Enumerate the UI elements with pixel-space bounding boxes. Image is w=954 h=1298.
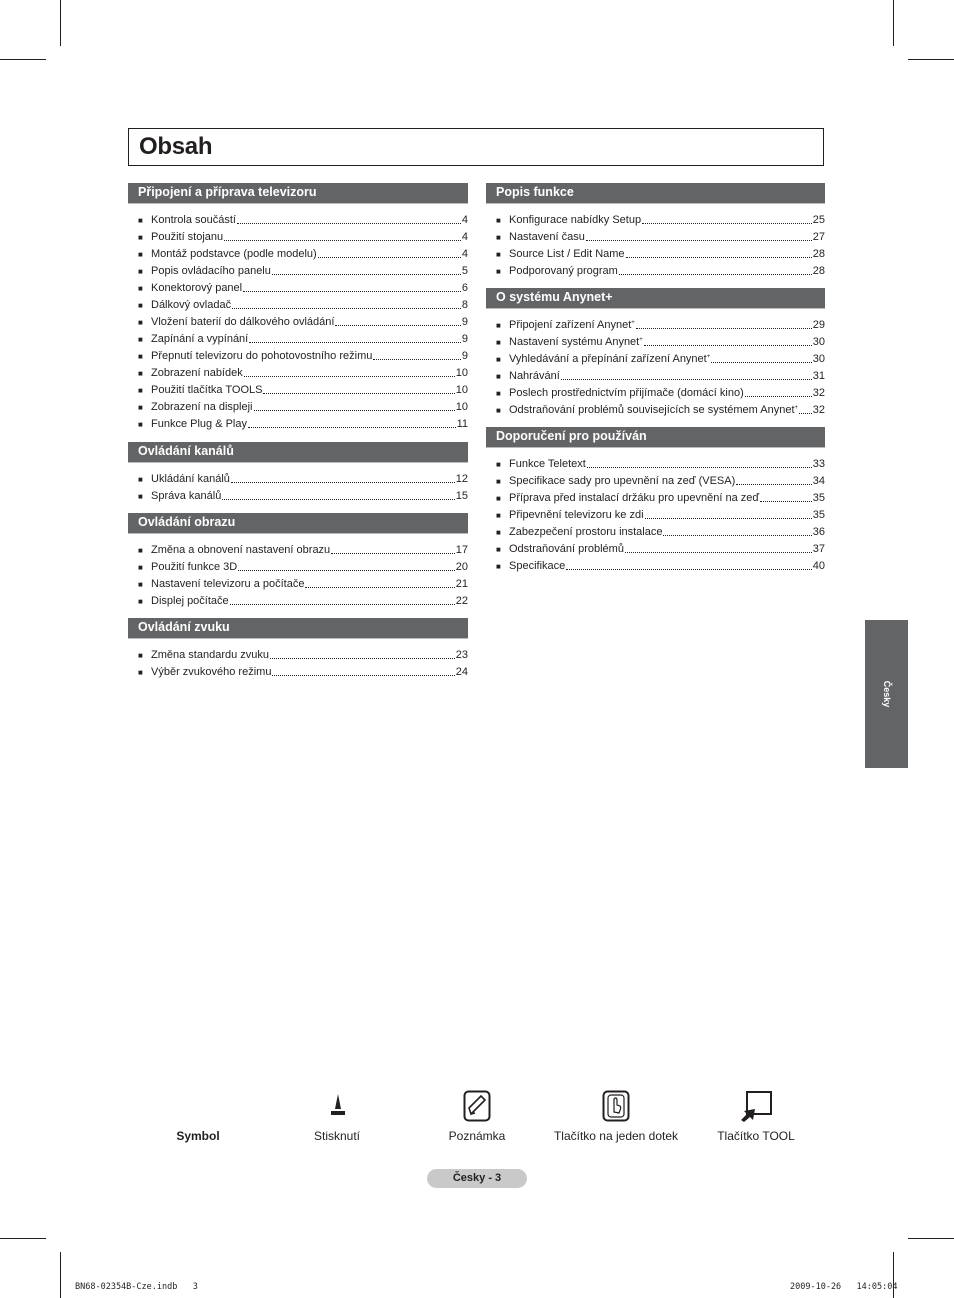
- toc-entry-page: 9: [461, 316, 468, 328]
- toc-entry-label: [151, 248, 317, 261]
- dot-leader: [331, 552, 455, 554]
- language-side-tab: [865, 620, 908, 768]
- toc-entry: [128, 574, 468, 591]
- toc-entry-label-text: Odstraňování problémů: [509, 543, 624, 555]
- toc-entry-page: 12: [455, 473, 468, 485]
- dot-leader: [711, 361, 812, 363]
- dot-leader: [272, 273, 461, 275]
- toc-entry-label: [509, 526, 662, 539]
- toc-entry-label-text: Funkce Teletext: [509, 458, 586, 470]
- toc-entry: [486, 261, 825, 278]
- toc-entry-page: 34: [812, 475, 825, 487]
- toc-entry-label-text: Displej počítače: [151, 595, 229, 607]
- dot-leader: [663, 534, 811, 536]
- toc-entry-label: [509, 265, 618, 278]
- print-file-info: BN68-02354B-Cze.indb 3: [75, 1282, 198, 1292]
- dot-leader: [373, 358, 461, 360]
- toc-entry-label: [509, 319, 635, 332]
- square-bullet-icon: ■: [138, 352, 143, 361]
- toc-entry-label-text: Nastavení systému Anynet: [509, 336, 640, 348]
- toc-entry-page: 35: [812, 509, 825, 521]
- toc-entry: [128, 295, 468, 312]
- tool-button-icon: [739, 1090, 773, 1122]
- dot-leader: [745, 395, 812, 397]
- toc-entry-label-text: Změna a obnovení nastavení obrazu: [151, 544, 331, 556]
- toc-entry-page: 11: [456, 418, 468, 430]
- dot-leader: [586, 239, 812, 241]
- section-heading: Ovládání kanálů: [128, 442, 468, 463]
- toc-entry: [128, 397, 468, 414]
- dot-leader: [799, 412, 812, 414]
- square-bullet-icon: ■: [138, 369, 143, 378]
- dot-leader: [566, 568, 811, 570]
- dot-leader: [270, 657, 455, 659]
- section-heading: Připojení a příprava televizoru: [128, 183, 468, 204]
- toc-entry-label: [151, 231, 223, 244]
- toc-entry-label: [151, 265, 271, 278]
- toc-entry-label: [151, 367, 243, 380]
- toc-entry-label: [151, 561, 237, 574]
- square-bullet-icon: ■: [138, 597, 143, 606]
- toc-entry-label: [509, 248, 625, 261]
- toc-entry: [486, 349, 825, 366]
- toc-entry-label: [509, 370, 560, 383]
- toc-entry-page: 23: [455, 649, 468, 661]
- square-bullet-icon: ■: [496, 389, 501, 398]
- toc-entry: [128, 645, 468, 662]
- note-icon: [463, 1090, 491, 1122]
- toc-entry-label-text: Nastavení televizoru a počítače: [151, 578, 305, 590]
- toc-entry-label-text: Správa kanálů: [151, 490, 222, 502]
- toc-entry-page: 35: [812, 492, 825, 504]
- toc-entry-label-text: Dálkový ovladač: [151, 299, 232, 311]
- section-heading: O systému Anynet+: [486, 288, 825, 309]
- square-bullet-icon: ■: [496, 477, 501, 486]
- toc-entry-page: 9: [461, 333, 468, 345]
- toc-entry-page: 10: [455, 384, 468, 396]
- toc-entry-label-text: Vložení baterií do dálkového ovládání: [151, 316, 335, 328]
- toc-entry: [128, 312, 468, 329]
- square-bullet-icon: ■: [138, 651, 143, 660]
- dot-leader: [222, 498, 454, 500]
- toc-entry-page: 4: [461, 248, 468, 260]
- square-bullet-icon: ■: [138, 563, 143, 572]
- toc-entry-page: 17: [455, 544, 468, 556]
- toc-list: [128, 204, 468, 431]
- toc-entry: [128, 591, 468, 608]
- toc-entry-label: [509, 387, 744, 400]
- dot-leader: [224, 239, 461, 241]
- toc-entry-label-text: Podporovaný program: [509, 265, 618, 277]
- dot-leader: [587, 466, 812, 468]
- toc-entry-page: 28: [812, 265, 825, 277]
- toc-entry-label-text: Připevnění televizoru ke zdi: [509, 509, 644, 521]
- square-bullet-icon: ■: [138, 580, 143, 589]
- toc-entry: [128, 227, 468, 244]
- toc-entry-label-text: Funkce Plug & Play: [151, 418, 247, 430]
- toc-entry-label: [151, 490, 221, 503]
- dot-leader: [736, 483, 811, 485]
- square-bullet-icon: ■: [496, 545, 501, 554]
- toc-entry: [128, 363, 468, 380]
- toc-entry-label: [151, 384, 262, 397]
- toc-entry-page: 20: [455, 561, 468, 573]
- toc-section: [128, 513, 468, 608]
- square-bullet-icon: ■: [138, 386, 143, 395]
- dot-leader: [636, 327, 812, 329]
- square-bullet-icon: ■: [138, 403, 143, 412]
- legend-note-label: Poznámka: [448, 1129, 506, 1143]
- toc-entry: [486, 471, 825, 488]
- toc-entry-label: [509, 458, 586, 471]
- square-bullet-icon: ■: [496, 528, 501, 537]
- toc-entry-page: 30: [812, 336, 825, 348]
- toc-entry-label-text: Specifikace sady pro upevnění na zeď (VESA): [509, 475, 736, 487]
- toc-section: [486, 427, 825, 573]
- dot-leader: [318, 256, 461, 258]
- toc-entry: [486, 556, 825, 573]
- square-bullet-icon: ■: [138, 216, 143, 225]
- toc-list: [128, 534, 468, 608]
- toc-entry-label-text: Přepnutí televizoru do pohotovostního režimu: [151, 350, 373, 362]
- toc-entry-label-text: Source List / Edit Name: [509, 248, 625, 260]
- toc-entry-page: 28: [812, 248, 825, 260]
- toc-entry-page: 21: [455, 578, 468, 590]
- toc-entry: [128, 261, 468, 278]
- press-icon: [330, 1092, 346, 1118]
- toc-section: [486, 183, 825, 278]
- dot-leader: [243, 290, 461, 292]
- dot-leader: [625, 551, 812, 553]
- toc-entry-label: [509, 231, 585, 244]
- crop-mark: [908, 1238, 954, 1239]
- toc-list: [128, 463, 468, 503]
- toc-section: [128, 442, 468, 503]
- dot-leader: [248, 426, 456, 428]
- square-bullet-icon: ■: [496, 338, 501, 347]
- square-bullet-icon: ■: [496, 494, 501, 503]
- toc-entry-page: 4: [461, 214, 468, 226]
- toc-entry: [486, 400, 825, 417]
- dot-leader: [230, 603, 455, 605]
- toc-entry-page: 29: [812, 319, 825, 331]
- toc-entry: [128, 329, 468, 346]
- toc-entry: [128, 557, 468, 574]
- toc-entry-label: [509, 509, 644, 522]
- dot-leader: [249, 341, 461, 343]
- toc-entry-label: [151, 473, 230, 486]
- square-bullet-icon: ■: [138, 668, 143, 677]
- toc-entry-label-text: Nastavení času: [509, 231, 585, 243]
- toc-entry-page: 27: [812, 231, 825, 243]
- toc-entry-label-text: Konektorový panel: [151, 282, 243, 294]
- crop-mark: [60, 1252, 61, 1298]
- title-box: [128, 128, 824, 166]
- toc-entry-label-text: Použití stojanu: [151, 231, 224, 243]
- toc-entry: [486, 315, 825, 332]
- square-bullet-icon: ■: [138, 546, 143, 555]
- dot-leader: [644, 344, 812, 346]
- toc-entry-label: [509, 475, 735, 488]
- toc-entry-label: [509, 214, 641, 227]
- toc-entry: [128, 414, 468, 431]
- square-bullet-icon: ■: [138, 267, 143, 276]
- dot-leader: [335, 324, 460, 326]
- toc-entry: [128, 346, 468, 363]
- toc-entry-label: [151, 299, 231, 312]
- toc-list: [128, 639, 468, 679]
- square-bullet-icon: ■: [138, 475, 143, 484]
- legend-symbol-label: Symbol: [176, 1129, 220, 1143]
- section-heading: Ovládání zvuku: [128, 618, 468, 639]
- toc-entry: [128, 380, 468, 397]
- toc-entry: [128, 469, 468, 486]
- toc-entry-label: [509, 492, 759, 505]
- legend-tool-label: Tlačítko TOOL: [717, 1129, 795, 1143]
- toc-entry-page: 32: [812, 404, 825, 416]
- toc-entry: [128, 244, 468, 261]
- toc-entry-page: 36: [812, 526, 825, 538]
- toc-entry-page: 4: [461, 231, 468, 243]
- toc-entry: [486, 366, 825, 383]
- toc-entry-label: [151, 282, 242, 295]
- toc-list: [486, 204, 825, 278]
- square-bullet-icon: ■: [496, 562, 501, 571]
- toc-entry: [128, 662, 468, 679]
- section-heading: Popis funkce: [486, 183, 825, 204]
- toc-entry-label-text: Výběr zvukového režimu: [151, 666, 272, 678]
- toc-entry: [486, 332, 825, 349]
- section-heading: Ovládání obrazu: [128, 513, 468, 534]
- crop-mark: [908, 59, 954, 60]
- crop-mark: [0, 1238, 46, 1239]
- dot-leader: [626, 256, 812, 258]
- toc-entry: [486, 210, 825, 227]
- toc-entry-page: 37: [812, 543, 825, 555]
- dot-leader: [305, 586, 454, 588]
- toc-entry-label: [509, 560, 565, 573]
- legend-one-touch-label: Tlačítko na jeden dotek: [553, 1129, 679, 1143]
- toc-list: [486, 448, 825, 573]
- one-touch-button-icon: [602, 1090, 630, 1122]
- dot-leader: [244, 375, 455, 377]
- dot-leader: [231, 481, 455, 483]
- toc-entry-label-text: Popis ovládacího panelu: [151, 265, 271, 277]
- toc-entry-label: [151, 350, 372, 363]
- toc-entry-label: [509, 404, 798, 417]
- toc-entry: [486, 522, 825, 539]
- toc-entry-label-text: Změna standardu zvuku: [151, 649, 270, 661]
- dot-leader: [272, 674, 454, 676]
- toc-entry-page: 31: [812, 370, 825, 382]
- toc-entry: [486, 539, 825, 556]
- toc-entry: [128, 486, 468, 503]
- toc-entry-page: 25: [812, 214, 825, 226]
- legend-press-label: Stisknutí: [313, 1129, 361, 1143]
- toc-entry-label-text: Poslech prostřednictvím přijímače (domácí kino): [509, 387, 744, 399]
- toc-entry-superscript: +: [794, 405, 799, 411]
- toc-entry-label-text: Připojení zařízení Anynet: [509, 319, 632, 331]
- toc-entry: [486, 505, 825, 522]
- toc-list: [486, 309, 825, 417]
- toc-entry: [486, 383, 825, 400]
- toc-section: [486, 288, 825, 417]
- toc-entry-page: 10: [455, 367, 468, 379]
- dot-leader: [238, 569, 455, 571]
- dot-leader: [263, 392, 454, 394]
- toc-entry-page: 10: [455, 401, 468, 413]
- dot-leader: [645, 517, 812, 519]
- toc-entry-label: [151, 401, 253, 414]
- toc-entry-page: 9: [461, 350, 468, 362]
- toc-entry-label: [151, 666, 271, 679]
- toc-entry-label: [151, 578, 304, 591]
- square-bullet-icon: ■: [496, 355, 501, 364]
- toc-entry-label: [509, 353, 710, 366]
- toc-entry-page: 5: [461, 265, 468, 277]
- toc-entry-label-text: Nahrávání: [509, 370, 560, 382]
- toc-entry-label-text: Zobrazení nabídek: [151, 367, 243, 379]
- toc-entry-label-text: Vyhledávání a přepínání zařízení Anynet: [509, 353, 707, 365]
- square-bullet-icon: ■: [138, 318, 143, 327]
- crop-mark: [60, 0, 61, 46]
- toc-entry-label-text: Specifikace: [509, 560, 566, 572]
- toc-entry: [128, 210, 468, 227]
- square-bullet-icon: ■: [496, 372, 501, 381]
- square-bullet-icon: ■: [138, 420, 143, 429]
- page-number: Česky - 3: [427, 1169, 527, 1188]
- toc-entry-page: 22: [455, 595, 468, 607]
- square-bullet-icon: ■: [496, 216, 501, 225]
- square-bullet-icon: ■: [496, 250, 501, 259]
- toc-entry: [486, 244, 825, 261]
- toc-entry: [486, 454, 825, 471]
- dot-leader: [232, 307, 461, 309]
- square-bullet-icon: ■: [138, 250, 143, 259]
- toc-entry-page: 32: [812, 387, 825, 399]
- toc-entry-label-text: Kontrola součástí: [151, 214, 236, 226]
- toc-entry-label: [151, 333, 248, 346]
- section-heading: Doporučení pro používán: [486, 427, 825, 448]
- toc-entry-label-text: Zapínání a vypínání: [151, 333, 249, 345]
- toc-entry-label-text: Zobrazení na displeji: [151, 401, 253, 413]
- toc-entry-superscript: +: [631, 320, 635, 326]
- toc-entry-label: [151, 544, 330, 557]
- dot-leader: [642, 222, 812, 224]
- language-tab-label: Česky: [881, 680, 892, 708]
- toc-entry-label-text: Zabezpečení prostoru instalace: [509, 526, 663, 538]
- toc-entry-label: [151, 316, 334, 329]
- square-bullet-icon: ■: [496, 267, 501, 276]
- toc-entry-page: 40: [812, 560, 825, 572]
- toc-entry-page: 15: [455, 490, 468, 502]
- toc-entry-label-text: Montáž podstavce (podle modelu): [151, 248, 317, 260]
- toc-entry: [128, 278, 468, 295]
- print-datetime: 2009-10-26 14:05:04: [790, 1282, 898, 1292]
- square-bullet-icon: ■: [496, 321, 501, 330]
- toc-section: [128, 183, 468, 431]
- square-bullet-icon: ■: [138, 284, 143, 293]
- toc-entry-superscript: +: [639, 337, 643, 343]
- square-bullet-icon: ■: [138, 492, 143, 501]
- square-bullet-icon: ■: [496, 460, 501, 469]
- toc-entry-label: [151, 418, 247, 431]
- toc-entry-page: 24: [455, 666, 468, 678]
- page-title: Obsah: [139, 133, 213, 160]
- toc-entry-page: 6: [461, 282, 468, 294]
- square-bullet-icon: ■: [138, 233, 143, 242]
- toc-entry-page: 33: [812, 458, 825, 470]
- toc-entry-label-text: Ukládání kanálů: [151, 473, 230, 485]
- square-bullet-icon: ■: [496, 406, 501, 415]
- toc-entry-label: [151, 214, 236, 227]
- toc-entry-label-text: Použití tlačítka TOOLS: [151, 384, 263, 396]
- toc-section: [128, 618, 468, 679]
- toc-entry-page: 8: [461, 299, 468, 311]
- square-bullet-icon: ■: [496, 511, 501, 520]
- square-bullet-icon: ■: [496, 233, 501, 242]
- crop-mark: [0, 59, 46, 60]
- square-bullet-icon: ■: [138, 335, 143, 344]
- toc-entry-label: [509, 543, 624, 556]
- toc-entry-label-text: Konfigurace nabídky Setup: [509, 214, 642, 226]
- toc-entry-label-text: Použití funkce 3D: [151, 561, 238, 573]
- toc-entry-label-text: Příprava před instalací držáku pro upevnění na zeď: [509, 492, 760, 504]
- dot-leader: [254, 409, 455, 411]
- toc-entry-label: [151, 595, 229, 608]
- dot-leader: [619, 273, 812, 275]
- dot-leader: [237, 222, 461, 224]
- square-bullet-icon: ■: [138, 301, 143, 310]
- dot-leader: [760, 500, 812, 502]
- toc-entry: [486, 488, 825, 505]
- toc-entry: [486, 227, 825, 244]
- toc-entry-label: [151, 649, 269, 662]
- toc-entry-label-text: Odstraňování problémů souvisejících se systémem Anynet: [509, 404, 795, 416]
- dot-leader: [561, 378, 812, 380]
- toc-entry-label: [509, 336, 643, 349]
- toc-entry-page: 30: [812, 353, 825, 365]
- toc-entry-superscript: +: [706, 354, 711, 360]
- toc-entry: [128, 540, 468, 557]
- crop-mark: [893, 0, 894, 46]
